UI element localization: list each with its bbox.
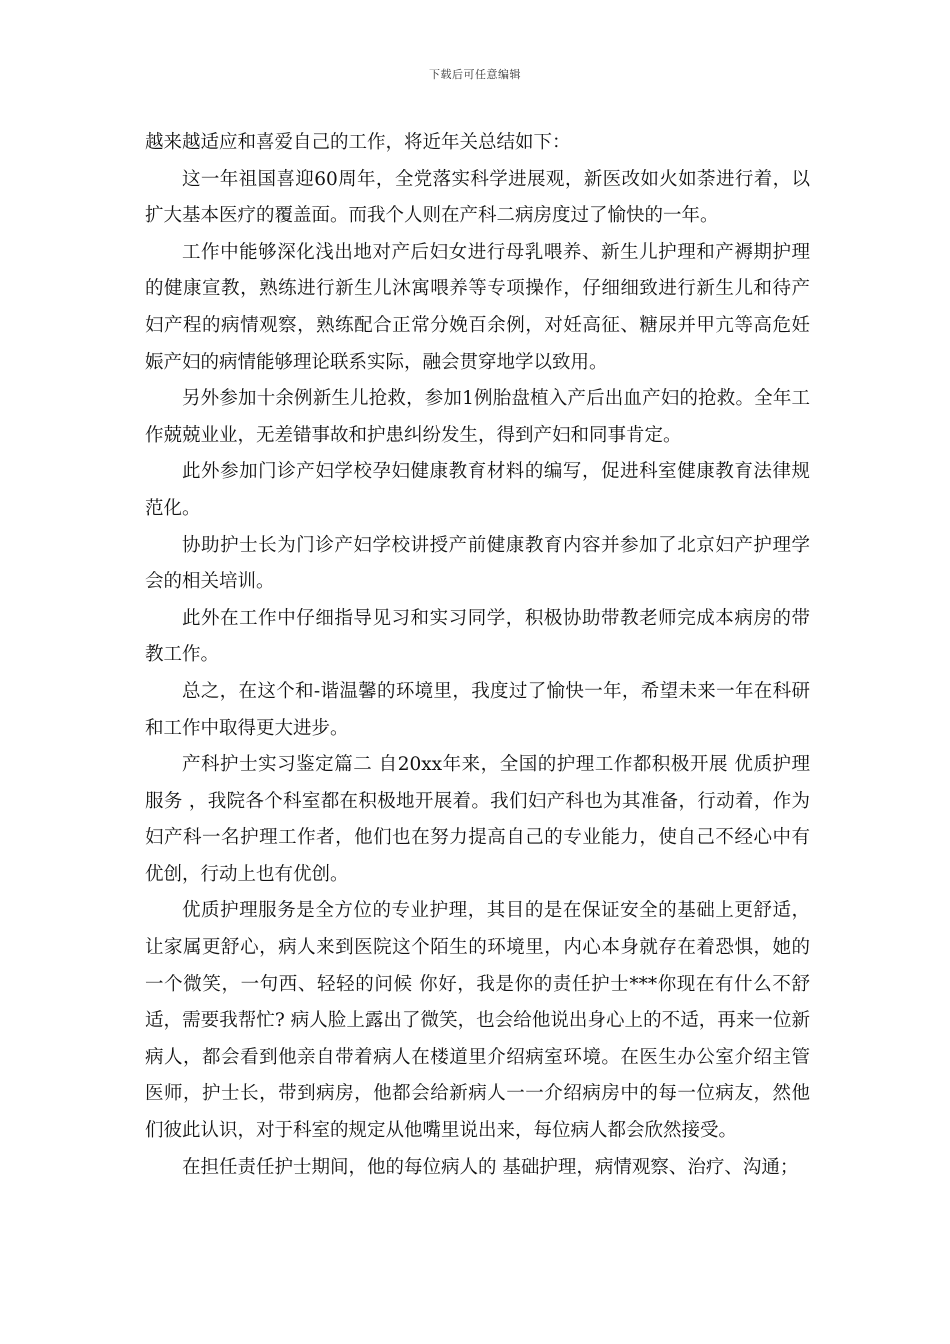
paragraph: 协助护士长为门诊产妇学校讲授产前健康教育内容并参加了北京妇产护理学会的相关培训。 — [145, 534, 810, 593]
paragraph: 另外参加十余例新生儿抢救，参加1例胎盘植入产后出血产妇的抢救。全年工作兢兢业业，无差错事故和护患纠纷发生，得到产妇和同事肯定。 — [145, 388, 810, 446]
paragraph: 优质护理服务是全方位的专业护理，其目的是在保证安全的基础上更舒适，让家属更舒心，病人来到医院这个陌生的环境里，内心本身就存在着恐惧，她的一个微笑，一句西、轻轻的问候 你好，我是你的责任护士***你现在有什么不舒适，需要我帮忙? 病人脸上露出了微笑，也会给他说出身心上的不适，再来一位新病人，都会看到他亲自带着病人在楼道里介绍病室环境。在医生办公室介绍主管医师，护士长，带到病房，他都会给新病人一一介绍病房中的每一位病友，然他们彼此认识，对于科室的规定从他嘴里说出来，每位病人都会欣然接受。 — [145, 900, 810, 1142]
paragraph: 在担任责任护士期间，他的每位病人的 基础护理，病情观察、治疗、沟通； — [182, 1156, 799, 1178]
paragraph: 产科护士实习鉴定篇二 自20xx年来，全国的护理工作都积极开展 优质护理服务 ，我院各个科室都在积极地开展着。我们妇产科也为其准备，行动着，作为妇产科一名护理工作者，他们也在努力提高自己的专业能力，使自己不经心中有优创，行动上也有优创。 — [145, 754, 810, 885]
page-header: 下载后可任意编辑 — [429, 68, 521, 81]
paragraph: 此外参加门诊产妇学校孕妇健康教育材料的编写，促进科室健康教育法律规范化。 — [145, 461, 810, 519]
paragraph: 总之，在这个和-谐温馨的环境里，我度过了愉快一年，希望未来一年在科研和工作中取得更大进步。 — [145, 680, 810, 739]
paragraph: 工作中能够深化浅出地对产后妇女进行母乳喂养、新生儿护理和产褥期护理的健康宣教，熟练进行新生儿沐寓喂养等专项操作，仔细细致进行新生儿和待产妇产程的病情观察，熟练配合正常分娩百余例，对妊高征、糖尿并甲亢等高危妊娠产妇的病情能够理论联系实际，融会贯穿地学以致用。 — [145, 241, 810, 373]
paragraph: 这一年祖国喜迎60周年，全党落实科学进展观，新医改如火如荼进行着，以扩大基本医疗的覆盖面。而我个人则在产科二病房度过了愉快的一年。 — [145, 168, 810, 227]
document-body — [145, 125, 810, 1186]
paragraph: 越来越适应和喜爱自己的工作，将近年关总结如下： — [145, 132, 571, 153]
paragraph: 此外在工作中仔细指导见习和实习同学，积极协助带教老师完成本病房的带教工作。 — [145, 607, 810, 666]
